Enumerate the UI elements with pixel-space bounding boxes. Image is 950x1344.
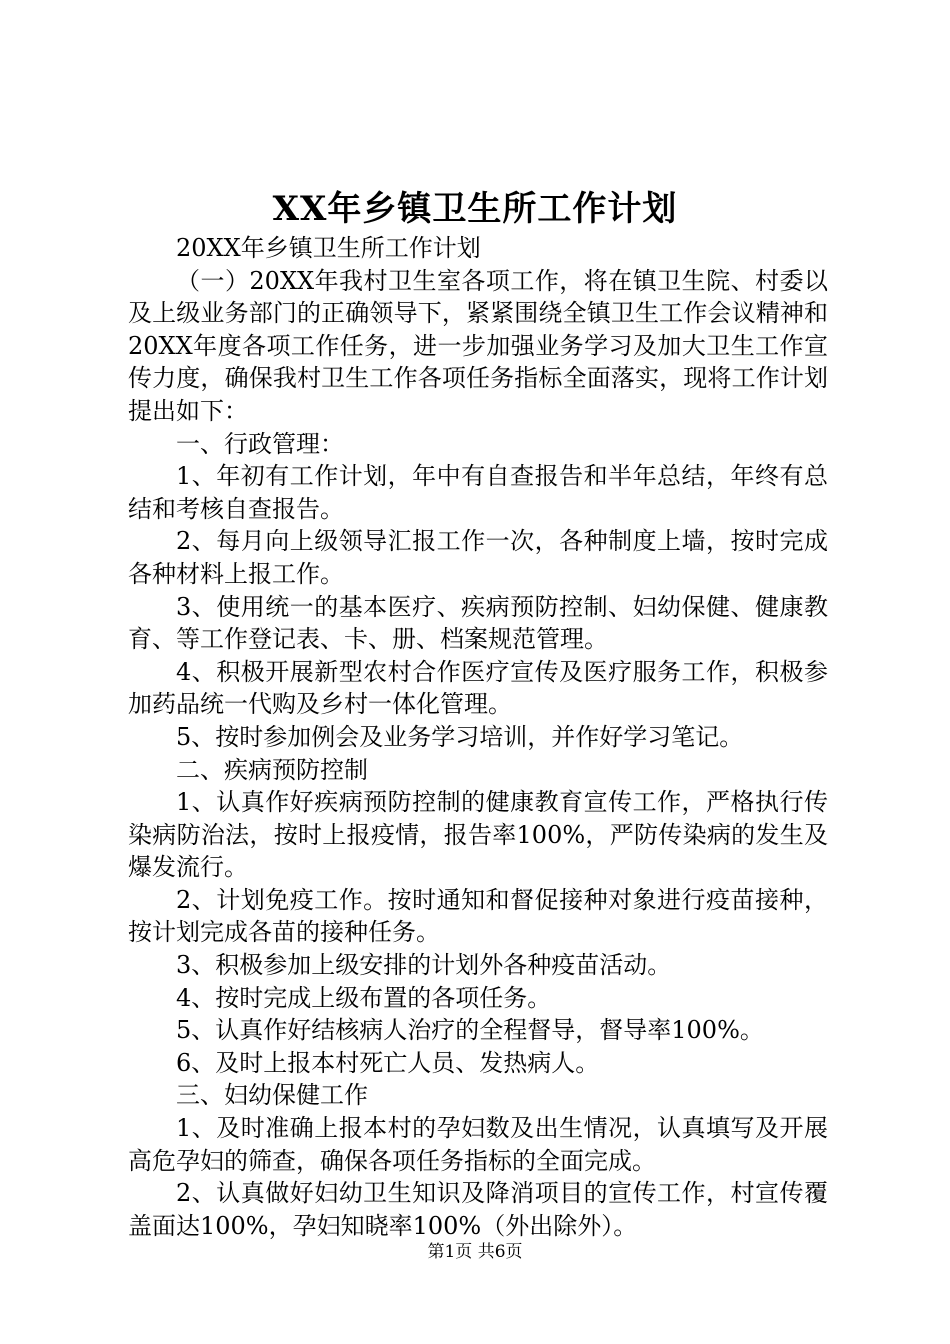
list-item: 1、认真作好疾病预防控制的健康教育宣传工作，严格执行传染病防治法，按时上报疫情，报告率100%，严防传染病的发生及爆发流行。 [128,788,828,882]
paragraph-subtitle: 20XX年乡镇卫生所工作计划 [176,234,481,262]
list-item: 4、积极开展新型农村合作医疗宣传及医疗服务工作，积极参加药品统一代购及乡村一体化管理。 [128,657,828,719]
section-heading-disease-control: 二、疾病预防控制 [176,755,368,784]
list-item: 2、每月向上级领导汇报工作一次，各种制度上墙，按时完成各种材料上报工作。 [128,527,828,588]
list-item: 2、计划免疫工作。按时通知和督促接种对象进行疫苗接种，按计划完成各苗的接种任务。 [128,885,828,947]
paragraph-intro: （一）20XX年我村卫生室各项工作，将在镇卫生院、村委以及上级业务部门的正确领导下，紧紧围绕全镇卫生工作会议精神和20XX年度各项工作任务，进一步加强业务学习及加大卫生工作宣传力度，确保我村卫生工作各项任务指标全面落实，现将工作计划提出如下： [128,266,828,425]
list-item: 3、积极参加上级安排的计划外各种疫苗活动。 [176,951,672,980]
document-title: XX年乡镇卫生所工作计划 [272,189,678,229]
list-item: 3、使用统一的基本医疗、疾病预防控制、妇幼保健、健康教育、等工作登记表、卡、册、档案规范管理。 [128,592,828,654]
page-number-footer: 第1页 共6页 [427,1242,523,1262]
list-item: 2、认真做好妇幼卫生知识及降消项目的宣传工作，村宣传覆盖面达100%，孕妇知晓率100%（外出除外）。 [128,1179,828,1240]
list-item: 1、年初有工作计划，年中有自查报告和半年总结，年终有总结和考核自查报告。 [128,462,828,523]
document-body [128,232,828,1242]
list-item: 4、按时完成上级布置的各项任务。 [176,983,552,1012]
list-item: 5、按时参加例会及业务学习培训，并作好学习笔记。 [176,722,744,751]
list-item: 6、及时上报本村死亡人员、发热病人。 [176,1048,600,1077]
section-heading-maternal-child: 三、妇幼保健工作 [176,1081,368,1110]
list-item: 1、及时准确上报本村的孕妇数及出生情况，认真填写及开展高危孕妇的筛查，确保各项任务指标的全面完成。 [128,1114,828,1175]
section-heading-admin: 一、行政管理： [176,429,344,458]
list-item: 5、认真作好结核病人治疗的全程督导，督导率100%。 [176,1016,764,1045]
